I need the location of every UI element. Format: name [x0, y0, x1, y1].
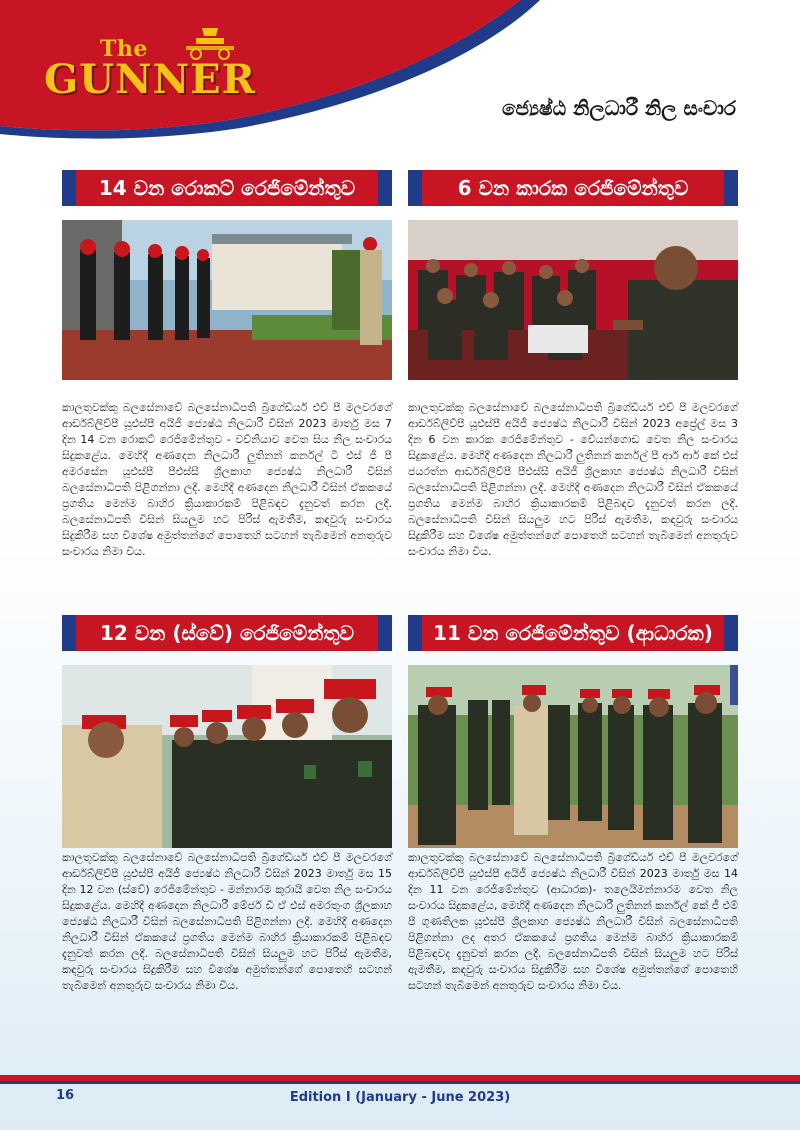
page-number: 16	[56, 1088, 75, 1103]
page-title: ජ්‍යෙෂ්ඨ නිලධාරී නිල සංචාර	[501, 96, 736, 120]
logo-gunner: GUNNER	[44, 56, 256, 103]
photo-14-rocket	[62, 220, 392, 380]
photo-12-sp	[62, 665, 392, 848]
section-body-11-support: කාලතුවක්කු බලසේනාවේ බලසේනාධිපති බ්‍රිගේඩියර් එච් පී මලවරගේ ආර්ඩබ්ලිව්පී යූඑස්පී අයිජී ජ්‍යෙෂ්ඨ නිලධාරී විසින් 2023 මාර්තු මස 14 දින 11 වන රෙජිමේන්තුව (ආධාරක)- තලෙයිමන්නාරම වෙත නිල සංචාරය සිදුකළේය, මෙහිදී අණදෙන නිලධාරී ලුතිනන් කර්නල් කේ ජී එම් පී ගුණතිලක යූඑස්පී ශ්‍රීලකාහ ජ්‍යෙෂ්ඨ නිලධාරී විසින් බලසේනාධිපති පිළිගන්නා ලද අතර ඒකකයේ ප්‍රගතිය මෙන්ම බාහිර ක්‍රියාකාරකම් පිළිබඳවද දැනුවත් කරන ලදී. බලසේනාධිපති විසින් සියලුම හට පිරිස් ඇමතීම, කඳවුරු සංචාරය සිදුකිරීම සහ විශේෂ අමුත්තන්ගේ පොතෙහි සටහන් තැබීමෙන් අනතුරුව සංචාරය නිමා විය.	[408, 851, 738, 992]
footer-blue-bar	[0, 1081, 800, 1084]
logo-the: The	[100, 36, 148, 62]
section-title-11-support: 11 වන රෙජිමේන්තුව (ආධාරක)	[408, 615, 738, 651]
edition-label: Edition I (January - June 2023)	[289, 1090, 511, 1105]
section-body-12-sp: කාලතුවක්කු බලසේනාවේ බලසේනාධිපති බ්‍රිගේඩියර් එච් පී මලවරගේ ආර්ඩබ්ලිව්පී යූඑස්පී අයිජී ජ්‍යෙෂ්ඨ නිලධාරී විසින් 2023 මාර්තු මස 15 දින 12 වන (ස්වේ) රෙජිමේන්තුව - මන්නාරම කුරායි වෙත නිල සංචාරය සිදුකළේය. මෙහිදී අණදෙන නිලධාරී මේජර් ඩී ඒ එස් අමරතුංග ශ්‍රීලකාහ ජ්‍යෙෂ්ඨ නිලධාරී විසින් බලසේනාධිපති පිළිගන්නා ලදී. මෙහිදී අණදෙන නිලධාරී විසින් ඒකකයේ ප්‍රගතිය මෙන්ම බාහිර ක්‍රියාකාරකම් පිළිබඳව දැනුවත් කරන ලදී. බලසේනාධිපති විසින් සියලුම හට පිරිස් ඇමතීම, කඳවුරු සංචාරය සිදුකිරීම සහ විශේෂ අමුත්තන්ගේ පොතෙහි සටහන් තැබීමෙන් අනතුරුව සංචාරය නිමා විය.	[62, 851, 392, 992]
photo-6-field	[408, 220, 738, 380]
artillery-crest-icon	[180, 26, 240, 60]
section-title-12-sp: 12 වන (ස්වේ) රෙජිමේන්තුව	[62, 615, 392, 651]
section-body-6-field: කාලතුවක්කු බලසේනාවේ බලසේනාධිපති බ්‍රිගේඩියර් එච් පී මලවරගේ ආර්ඩබ්ලිව්පී යූඑස්පී අයිජී ජ්‍යෙෂ්ඨ නිලධාරී විසින් 2023 අප්‍රේල් මස 3 දින 6 වන කාරක රෙජිමේන්තුව - වේයන්ගොඩ වෙත නිල සංචාරය සිදුකළේය. මෙහිදී අණදෙන නිලධාරී ලුතිනන් කර්නල් පී ආර් ආර් කේ එස් ජයරත්න ආර්ඩබ්ලිව්පී පීඑස්සී අයිජී ශ්‍රීලකාහ ජ්‍යෙෂ්ඨ නිලධාරී විසින් බලසේනාධිපති පිළිගන්නා ලදී. මෙහිදී අණදෙන නිලධාරී විසින් ඒකකයේ ප්‍රගතිය මෙන්ම බාහිර ක්‍රියාකාරකම් පිළිබඳව දැනුවත් කරන ලදී. බලසේනාධිපති විසින් සියලුම හට පිරිස් ඇමතීම, කඳවුරු සංචාරය සිදුකිරීම සහ විශේෂ අමුත්තන්ගේ පොතෙහි සටහන් තැබීමෙන් අනතුරුව සංචාරය නිමා විය.	[408, 401, 738, 558]
section-title-6-field: 6 වන කාරක රෙජිමේන්තුව	[408, 170, 738, 206]
section-title-14-rocket: 14 වන රොකට් රෙජිමේන්තුව	[62, 170, 392, 206]
photo-11-support	[408, 665, 738, 848]
section-body-14-rocket: කාලතුවක්කු බලසේනාවේ බලසේනාධිපති බ්‍රිගේඩියර් එච් පී මලවරගේ ආර්ඩබ්ලිව්පී යූඑස්පී අයිජී ජ්‍යෙෂ්ඨ නිලධාරී විසින් 2023 මාර්තු මස 7 දින 14 වන රොකට් රෙජිමේන්තුව - වව්නියාව වෙත සිය නිල සංචාරය සිදුකළේය. මෙහිදී අණදෙන නිලධාරී ලුතිනන් කර්නල් ටී එස් ජී පී අමරසේන යූඑස්පී පීඑස්සී ශ්‍රීලකාහ ජ්‍යෙෂ්ඨ නිලධාරී විසින් බලසේනාධිපති පිළිගන්නා ලදී. මෙහිදී අණදෙන නිලධාරී විසින් ඒකකයේ ප්‍රගතිය මෙන්ම බාහිර ක්‍රියාකාරකම් පිළිබඳව දැනුවත් කරන ලදී. බලසේනාධිපති විසින් සියලුම හට පිරිස් ඇමතීම, කඳවුරු සංචාරය සිදුකිරීම සහ විශේෂ අමුත්තන්ගේ පොතෙහි සටහන් තැබීමෙන් අනතුරුව සංචාරය නිමා විය.	[62, 401, 392, 558]
gunner-logo	[44, 36, 254, 106]
